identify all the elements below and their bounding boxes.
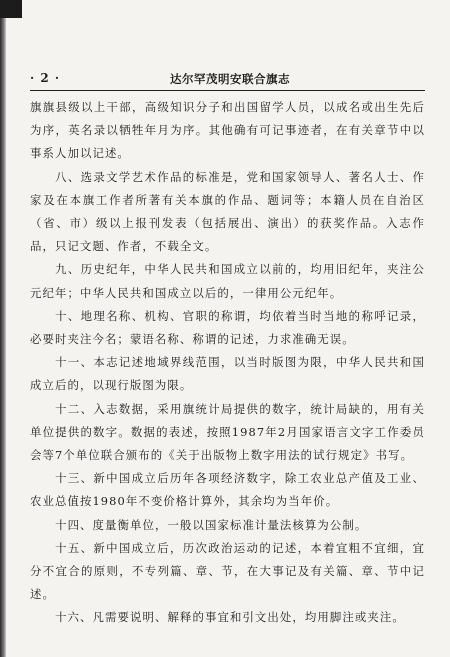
paragraph-item-8: 八、选录文学艺术作品的标准是，党和国家领导人、著名人士、作家及在本旗工作者所著有关本旗的作品、题词等；本籍人员在自治区（省、市）级以上报刊发表（包括展出、演出）的获奖作品。入志作品，只记文题、作者，不载全文。	[30, 169, 425, 254]
paragraph-item-13: 十三、新中国成立后历年各项经济数字，除工农业总产值及工业、农业总值按1980年不变价格计算外，其余均为当年价。	[30, 471, 425, 509]
paragraph-item-12: 十二、入志数据，采用旗统计局提供的数字，统计局缺的，用有关单位提供的数字。数据的表述，按照1987年2月国家语言文字工作委员会等7个单位联合颁布的《关于出版物上数字用法的试行规定》书写。	[30, 401, 425, 463]
paragraph-continuation: 旗旗县级以上干部，高级知识分子和出国留学人员，以成名或出生先后为序，英名录以牺牲年月为序。其他确有可记事迹者，在有关章节中以事系人加以记述。	[30, 100, 425, 161]
paragraph-item-15: 十五、新中国成立后，历次政治运动的记述，本着宜粗不宜细，宜分不宜合的原则，不专列篇、章、节，在大事记及有关篇、章、节中记述。	[30, 540, 425, 602]
header-rule	[30, 90, 425, 91]
paragraph-item-10: 十、地理名称、机构、官职的称谓，均依着当时当地的称呼记录，必要时夹注今名；蒙语名称、称谓的记述，力求准确无误。	[30, 308, 425, 347]
paragraph-item-16: 十六、凡需要说明、解释的事宜和引文出处，均用脚注或夹注。	[55, 610, 405, 625]
scan-corner-mark	[0, 0, 22, 18]
paragraph-item-11: 十一、本志记述地域界线范围，以当时版图为限，中华人民共和国成立后的，以现行版图为限。	[30, 355, 425, 393]
page-header	[30, 71, 425, 87]
paragraph-item-14: 十四、度量衡单位，一般以国家标准计量法核算为公制。	[55, 517, 368, 532]
page-number: · 2 ·	[30, 71, 61, 85]
body-text	[30, 96, 425, 630]
page-binding-edge	[0, 0, 6, 657]
running-title: 达尔罕茂明安联合旗志	[170, 72, 290, 86]
paragraph-item-9: 九、历史纪年，中华人民共和国成立以前的，均用旧纪年，夹注公元纪年；中华人民共和国成立以后的，一律用公元纪年。	[30, 262, 425, 300]
